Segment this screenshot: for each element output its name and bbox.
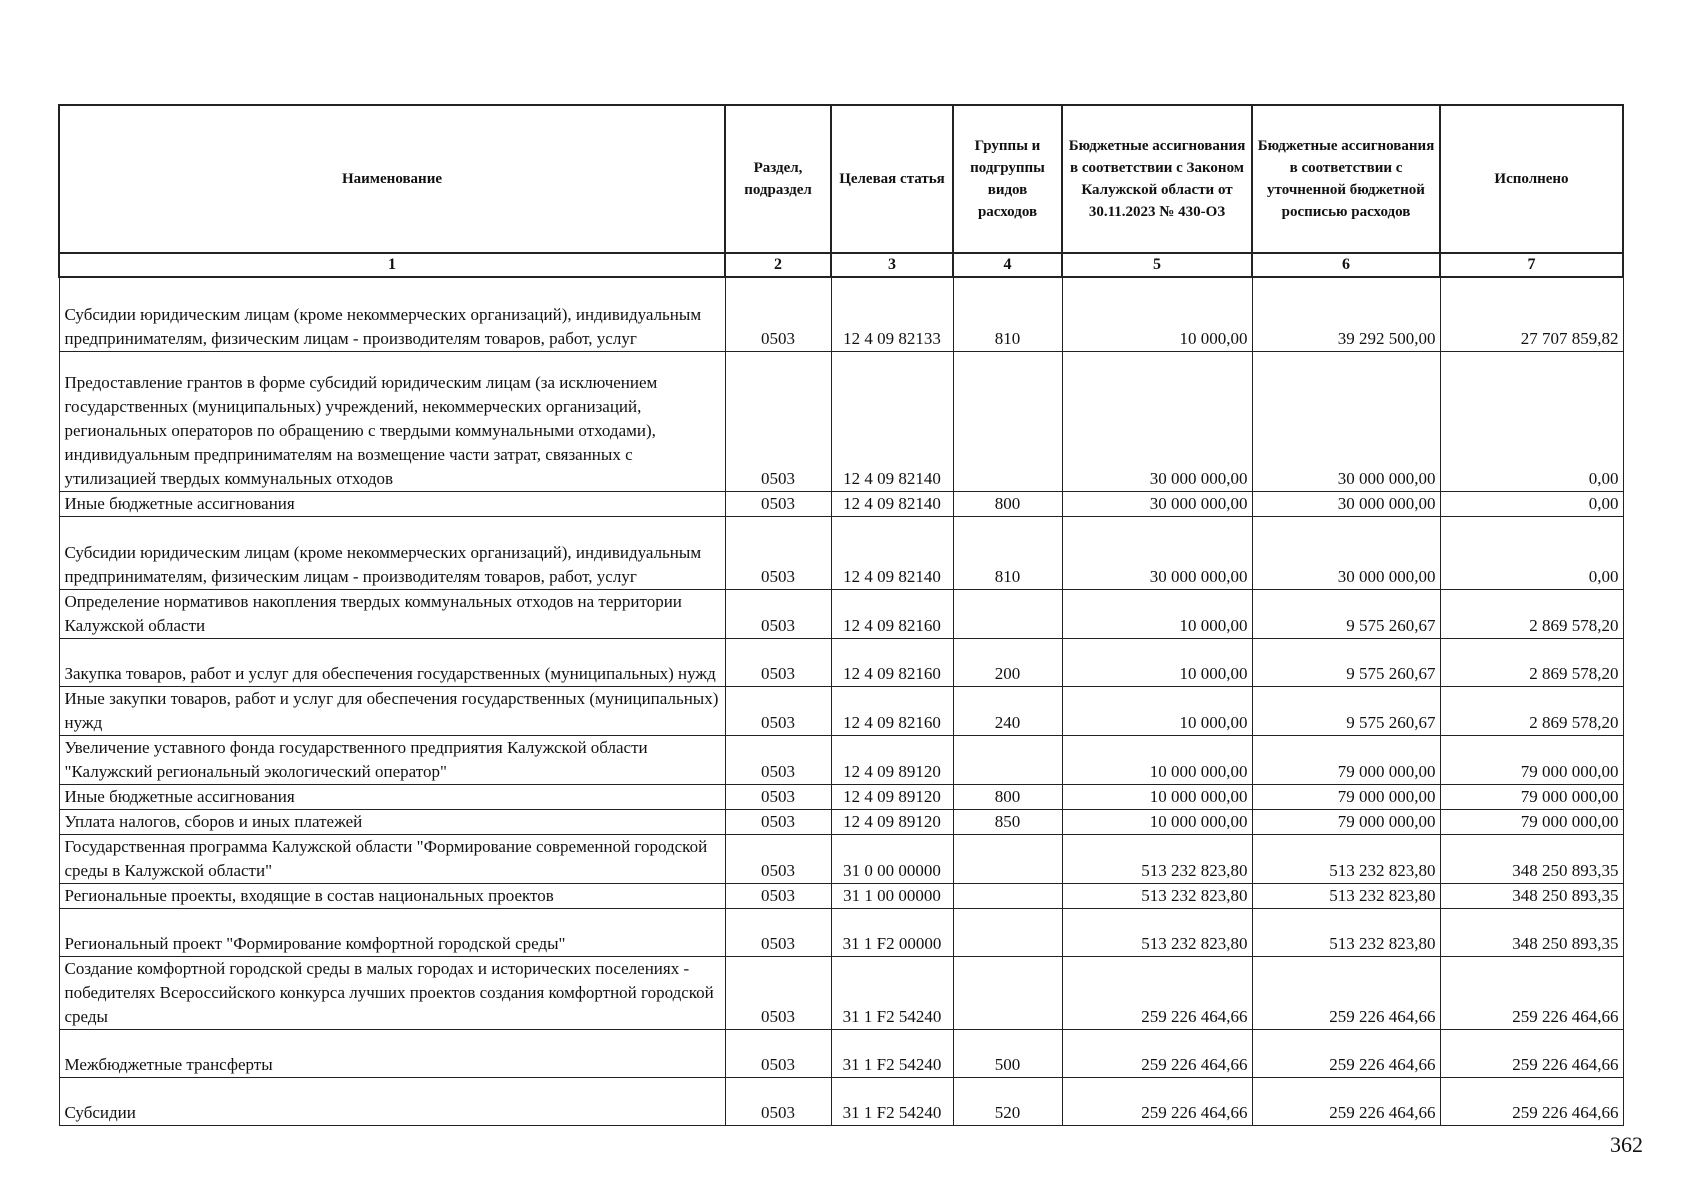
- table-row: [59, 809, 1623, 834]
- table-row: [59, 516, 1623, 589]
- row-law-allocation: 10 000 000,00: [1062, 809, 1252, 834]
- row-schedule-allocation: 9 575 260,67: [1252, 638, 1440, 686]
- row-schedule-allocation: 259 226 464,66: [1252, 956, 1440, 1029]
- row-name: Создание комфортной городской среды в малых городах и исторических поселениях - победителях Всероссийского конкурса лучших проектов создания комфортной городской среды: [59, 956, 725, 1029]
- row-section: 0503: [725, 491, 831, 516]
- row-section: 0503: [725, 351, 831, 491]
- row-executed: 0,00: [1440, 516, 1623, 589]
- row-law-allocation: 30 000 000,00: [1062, 491, 1252, 516]
- row-executed: 27 707 859,82: [1440, 277, 1623, 351]
- row-group: [953, 908, 1062, 956]
- row-schedule-allocation: 79 000 000,00: [1252, 809, 1440, 834]
- table-row: [59, 277, 1623, 351]
- row-group: 850: [953, 809, 1062, 834]
- table-row: [59, 351, 1623, 491]
- row-group: 500: [953, 1029, 1062, 1077]
- row-article: 12 4 09 82140: [831, 516, 953, 589]
- row-section: 0503: [725, 1077, 831, 1125]
- row-group: 810: [953, 516, 1062, 589]
- row-group: [953, 351, 1062, 491]
- row-name: Предоставление грантов в форме субсидий юридическим лицам (за исключением государственных (муниципальных) учреждений, некоммерческих организаций, региональных операторов по обращению с твердыми коммунальными отходами), индивидуальным предпринимателям на возмещение части затрат, связанных с утилизацией твердых коммунальных отходов: [59, 351, 725, 491]
- row-schedule-allocation: 513 232 823,80: [1252, 834, 1440, 883]
- row-section: 0503: [725, 589, 831, 638]
- row-law-allocation: 513 232 823,80: [1062, 908, 1252, 956]
- row-article: 12 4 09 82160: [831, 686, 953, 735]
- row-executed: 259 226 464,66: [1440, 1029, 1623, 1077]
- row-schedule-allocation: 513 232 823,80: [1252, 883, 1440, 908]
- row-name: Определение нормативов накопления твердых коммунальных отходов на территории Калужской области: [59, 589, 725, 638]
- table-row: [59, 735, 1623, 784]
- row-article: 31 1 00 00000: [831, 883, 953, 908]
- row-executed: 2 869 578,20: [1440, 686, 1623, 735]
- row-section: 0503: [725, 686, 831, 735]
- row-law-allocation: 259 226 464,66: [1062, 956, 1252, 1029]
- row-executed: 2 869 578,20: [1440, 638, 1623, 686]
- row-article: 12 4 09 89120: [831, 784, 953, 809]
- table-row: [59, 1029, 1623, 1077]
- header-schedule-allocation: Бюджетные ассигнования в соответствии с уточненной бюджетной росписью расходов: [1252, 105, 1440, 253]
- row-article: 31 1 F2 54240: [831, 1077, 953, 1125]
- row-article: 12 4 09 89120: [831, 735, 953, 784]
- row-section: 0503: [725, 809, 831, 834]
- page-number: 362: [1610, 1132, 1643, 1157]
- row-section: 0503: [725, 277, 831, 351]
- row-article: 31 1 F2 00000: [831, 908, 953, 956]
- table-row: [59, 686, 1623, 735]
- header-law-allocation: Бюджетные ассигнования в соответствии с Законом Калужской области от 30.11.2023 № 430-ОЗ: [1062, 105, 1252, 253]
- header-article: Целевая статья: [831, 105, 953, 253]
- row-section: 0503: [725, 1029, 831, 1077]
- row-schedule-allocation: 9 575 260,67: [1252, 589, 1440, 638]
- row-executed: 79 000 000,00: [1440, 735, 1623, 784]
- row-law-allocation: 10 000 000,00: [1062, 784, 1252, 809]
- column-number: 4: [953, 253, 1062, 277]
- header-section: Раздел, подраздел: [725, 105, 831, 253]
- row-name: Уплата налогов, сборов и иных платежей: [59, 809, 725, 834]
- row-group: 520: [953, 1077, 1062, 1125]
- row-section: 0503: [725, 908, 831, 956]
- table-row: [59, 638, 1623, 686]
- row-article: 31 1 F2 54240: [831, 1029, 953, 1077]
- row-section: 0503: [725, 784, 831, 809]
- row-name: Региональные проекты, входящие в состав национальных проектов: [59, 883, 725, 908]
- row-executed: 2 869 578,20: [1440, 589, 1623, 638]
- budget-table: [58, 104, 1624, 1126]
- row-name: Иные бюджетные ассигнования: [59, 784, 725, 809]
- row-executed: 259 226 464,66: [1440, 956, 1623, 1029]
- row-law-allocation: 513 232 823,80: [1062, 883, 1252, 908]
- row-name: Субсидии: [59, 1077, 725, 1125]
- row-article: 12 4 09 89120: [831, 809, 953, 834]
- row-executed: 259 226 464,66: [1440, 1077, 1623, 1125]
- row-group: 800: [953, 491, 1062, 516]
- row-law-allocation: 10 000,00: [1062, 686, 1252, 735]
- row-executed: 79 000 000,00: [1440, 809, 1623, 834]
- row-executed: 348 250 893,35: [1440, 908, 1623, 956]
- row-article: 31 0 00 00000: [831, 834, 953, 883]
- row-name: Межбюджетные трансферты: [59, 1029, 725, 1077]
- row-article: 12 4 09 82133: [831, 277, 953, 351]
- row-executed: 0,00: [1440, 351, 1623, 491]
- row-group: 240: [953, 686, 1062, 735]
- header-group: Группы и подгруппы видов расходов: [953, 105, 1062, 253]
- table-row: [59, 908, 1623, 956]
- row-schedule-allocation: 79 000 000,00: [1252, 784, 1440, 809]
- row-article: 31 1 F2 54240: [831, 956, 953, 1029]
- row-group: [953, 735, 1062, 784]
- row-article: 12 4 09 82140: [831, 491, 953, 516]
- row-schedule-allocation: 259 226 464,66: [1252, 1077, 1440, 1125]
- row-law-allocation: 10 000,00: [1062, 638, 1252, 686]
- row-group: [953, 589, 1062, 638]
- column-number: 1: [59, 253, 725, 277]
- row-article: 12 4 09 82140: [831, 351, 953, 491]
- row-law-allocation: 259 226 464,66: [1062, 1077, 1252, 1125]
- row-executed: 79 000 000,00: [1440, 784, 1623, 809]
- row-section: 0503: [725, 638, 831, 686]
- row-schedule-allocation: 30 000 000,00: [1252, 351, 1440, 491]
- row-group: 800: [953, 784, 1062, 809]
- row-group: 200: [953, 638, 1062, 686]
- row-schedule-allocation: 9 575 260,67: [1252, 686, 1440, 735]
- row-group: [953, 883, 1062, 908]
- row-article: 12 4 09 82160: [831, 638, 953, 686]
- table-row: [59, 589, 1623, 638]
- table-row: [59, 834, 1623, 883]
- header-name: Наименование: [59, 105, 725, 253]
- table-row: [59, 956, 1623, 1029]
- row-section: 0503: [725, 834, 831, 883]
- row-schedule-allocation: 30 000 000,00: [1252, 491, 1440, 516]
- row-name: Региональный проект "Формирование комфортной городской среды": [59, 908, 725, 956]
- row-name: Иные бюджетные ассигнования: [59, 491, 725, 516]
- row-group: [953, 956, 1062, 1029]
- row-law-allocation: 30 000 000,00: [1062, 516, 1252, 589]
- row-section: 0503: [725, 516, 831, 589]
- table-row: [59, 784, 1623, 809]
- table-row: [59, 1077, 1623, 1125]
- row-schedule-allocation: 513 232 823,80: [1252, 908, 1440, 956]
- row-executed: 348 250 893,35: [1440, 883, 1623, 908]
- row-law-allocation: 10 000 000,00: [1062, 735, 1252, 784]
- row-section: 0503: [725, 883, 831, 908]
- row-schedule-allocation: 259 226 464,66: [1252, 1029, 1440, 1077]
- table-row: [59, 491, 1623, 516]
- row-name: Государственная программа Калужской области "Формирование современной городской среды в Калужской области": [59, 834, 725, 883]
- row-law-allocation: 10 000,00: [1062, 589, 1252, 638]
- row-schedule-allocation: 39 292 500,00: [1252, 277, 1440, 351]
- row-schedule-allocation: 30 000 000,00: [1252, 516, 1440, 589]
- column-number: 6: [1252, 253, 1440, 277]
- header-executed: Исполнено: [1440, 105, 1623, 253]
- table-row: [59, 883, 1623, 908]
- row-law-allocation: 259 226 464,66: [1062, 1029, 1252, 1077]
- row-name: Увеличение уставного фонда государственного предприятия Калужской области "Калужский региональный экологический оператор": [59, 735, 725, 784]
- row-section: 0503: [725, 735, 831, 784]
- column-number: 5: [1062, 253, 1252, 277]
- row-law-allocation: 513 232 823,80: [1062, 834, 1252, 883]
- column-number: 7: [1440, 253, 1623, 277]
- row-executed: 0,00: [1440, 491, 1623, 516]
- row-group: [953, 834, 1062, 883]
- row-name: Субсидии юридическим лицам (кроме некоммерческих организаций), индивидуальным предпринимателям, физическим лицам - производителям товаров, работ, услуг: [59, 516, 725, 589]
- row-article: 12 4 09 82160: [831, 589, 953, 638]
- row-law-allocation: 30 000 000,00: [1062, 351, 1252, 491]
- row-law-allocation: 10 000,00: [1062, 277, 1252, 351]
- row-name: Иные закупки товаров, работ и услуг для обеспечения государственных (муниципальных) нужд: [59, 686, 725, 735]
- row-schedule-allocation: 79 000 000,00: [1252, 735, 1440, 784]
- row-section: 0503: [725, 956, 831, 1029]
- row-group: 810: [953, 277, 1062, 351]
- row-name: Закупка товаров, работ и услуг для обеспечения государственных (муниципальных) нужд: [59, 638, 725, 686]
- row-name: Субсидии юридическим лицам (кроме некоммерческих организаций), индивидуальным предпринимателям, физическим лицам - производителям товаров, работ, услуг: [59, 277, 725, 351]
- column-number: 3: [831, 253, 953, 277]
- column-number: 2: [725, 253, 831, 277]
- row-executed: 348 250 893,35: [1440, 834, 1623, 883]
